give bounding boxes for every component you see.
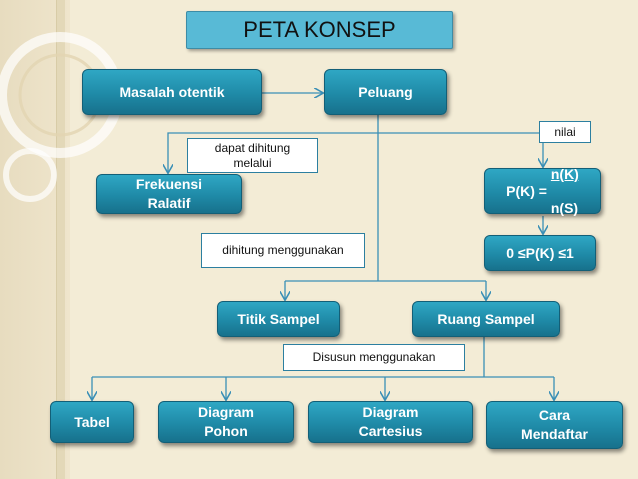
node-peluang: Peluang [324,69,447,115]
node-masalah-otentik: Masalah otentik [82,69,262,115]
node-ruang-sampel: Ruang Sampel [412,301,560,337]
pk-numerator: n(K) [550,165,579,182]
node-titik-sampel: Titik Sampel [217,301,340,337]
pk-denominator: n(S) [550,199,579,216]
node-diagram-pohon: Diagram Pohon [158,401,294,443]
node-tabel: Tabel [50,401,134,443]
node-diagram-cartesius: Diagram Cartesius [308,401,473,443]
label-nilai: nilai [539,121,591,143]
pk-left: P(K) = [506,182,551,199]
label-disusun-menggunakan: Disusun menggunakan [283,344,465,371]
node-pk-formula [484,165,601,216]
node-frekuensi-relatif: Frekuensi Ralatif [96,174,242,214]
label-dihitung-menggunakan: dihitung menggunakan [201,233,365,268]
pk-fraction [551,149,579,234]
diagram-title: PETA KONSEP [186,11,453,49]
node-pk-range: 0 ≤P(K) ≤1 [484,235,596,271]
node-cara-mendaftar: Cara Mendaftar [486,401,623,449]
edge-to-pk [378,133,543,166]
label-dapat-dihitung: dapat dihitung melalui [187,138,318,173]
